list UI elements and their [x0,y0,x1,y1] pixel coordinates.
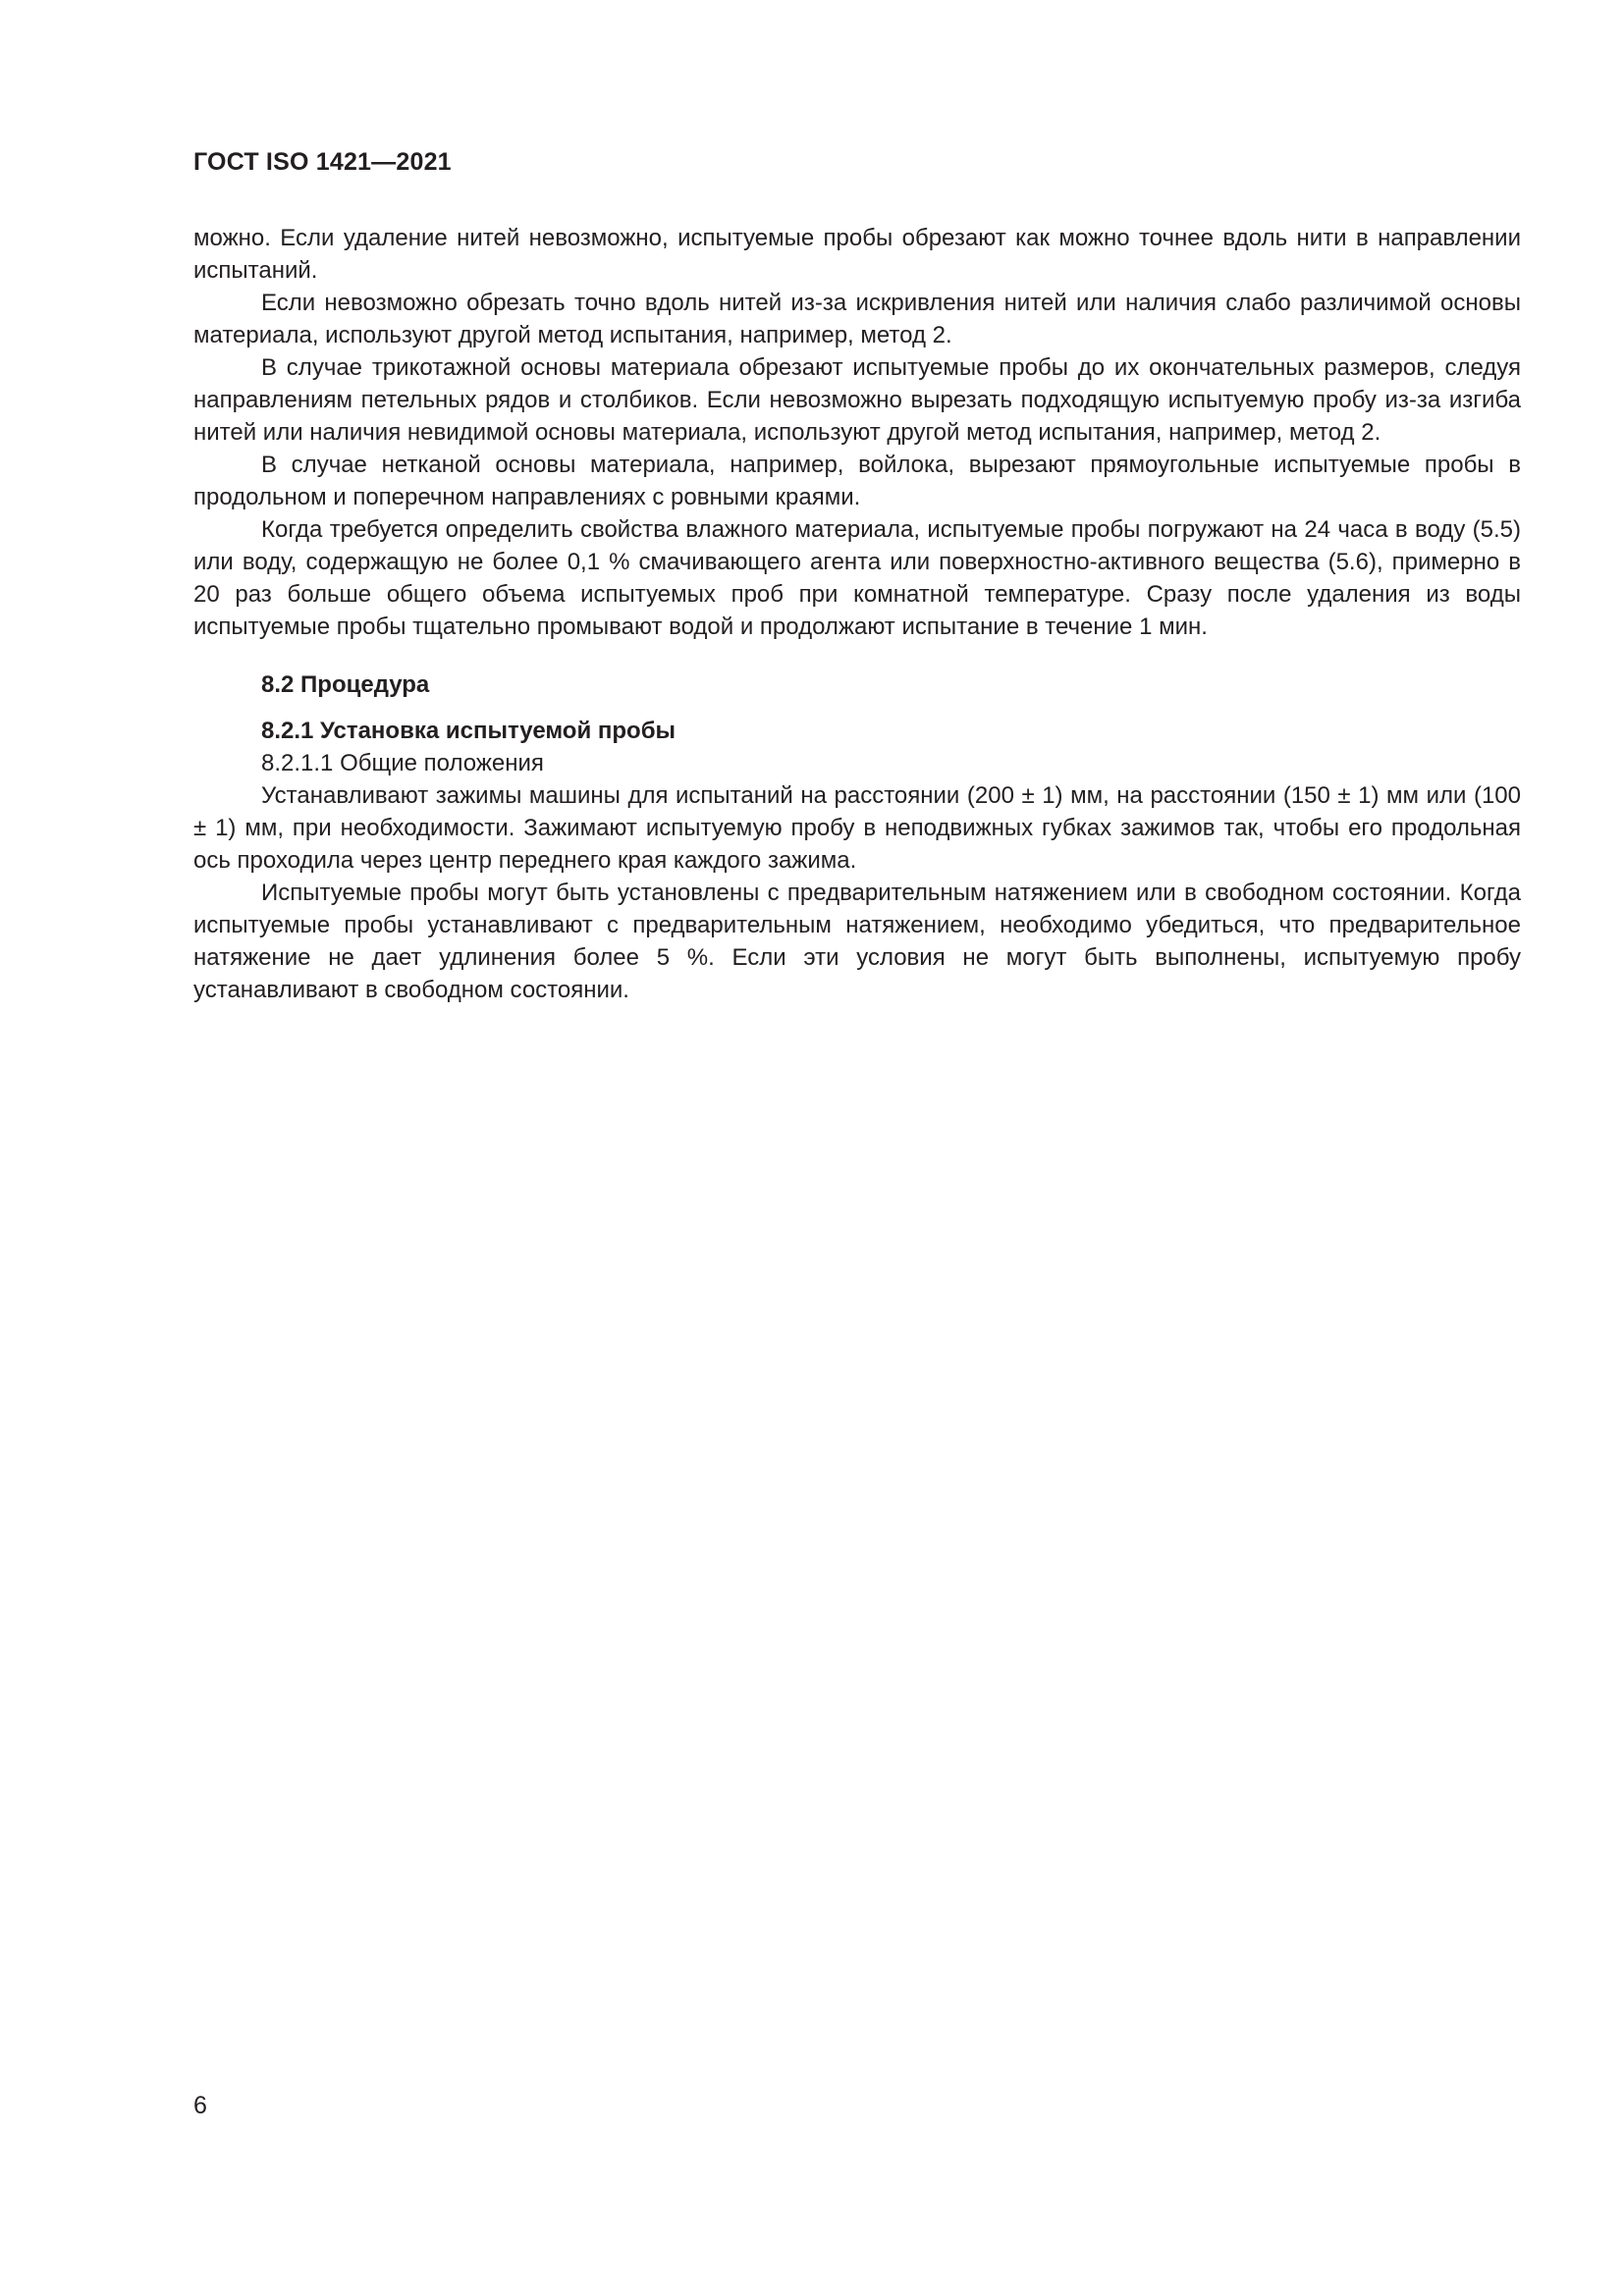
paragraph-text: В случае трикотажной основы материала обрезают испытуемые пробы до их окончательных размеров, следуя направлениям петельных рядов и столбиков. Если невозможно вырезать подходящую испытуемую пробу из-за изгиба нитей или наличия невидимой основы материала, используют другой метод испытания, например, метод 2. [193,354,1521,446]
paragraph-text: Когда требуется определить свойства влажного материала, испытуемые пробы погружают на 24 часа в воду (5.5) или воду, содержащую не более 0,1 % смачивающего агента или поверхностно-активного вещества (5.6), примерно в 20 раз больше общего объема испытуемых проб при комнатной температуре. Сразу после удаления из воды испытуемые пробы тщательно промывают водой и продолжают испытание в течение 1 мин. [193,516,1521,640]
paragraph-continuation: можно. Если удаление нитей невозможно, испытуемые пробы обрезают как можно точнее вдоль нити в направлении испытаний. [193,225,1521,284]
document-body [193,222,1521,1006]
paragraph-text: Испытуемые пробы могут быть установлены с предварительным натяжением или в свободном состоянии. Когда испытуемые пробы устанавливают с предварительным натяжением, необходимо убедиться, что предварительное натяжение не дает удлинения более 5 %. Если эти условия не могут быть выполнены, испытуемую пробу устанавливают в свободном состоянии. [193,880,1521,1003]
paragraph-text: Устанавливают зажимы машины для испытаний на расстоянии (200 ± 1) мм, на расстоянии (150 ± 1) мм или (100 ± 1) мм, при необходимости. Зажимают испытуемую пробу в неподвижных губках зажимов так, чтобы его продольная ось проходила через центр переднего края каждого зажима. [193,782,1521,874]
subsection-heading-8-2-1-1: 8.2.1.1 Общие положения [261,750,544,776]
section-heading-8-2-1: 8.2.1 Установка испытуемой пробы [261,718,677,744]
paragraph-text: Если невозможно обрезать точно вдоль нитей из-за искривления нитей или наличия слабо различимой основы материала, используют другой метод испытания, например, метод 2. [193,290,1521,348]
page-number: 6 [193,2092,207,2119]
section-heading-8-2: 8.2 Процедура [261,671,430,698]
paragraph-text: В случае нетканой основы материала, например, войлока, вырезают прямоугольные испытуемые пробы в продольном и поперечном направлениях с ровными краями. [193,452,1521,510]
document-header: ГОСТ ISO 1421—2021 [193,148,452,176]
